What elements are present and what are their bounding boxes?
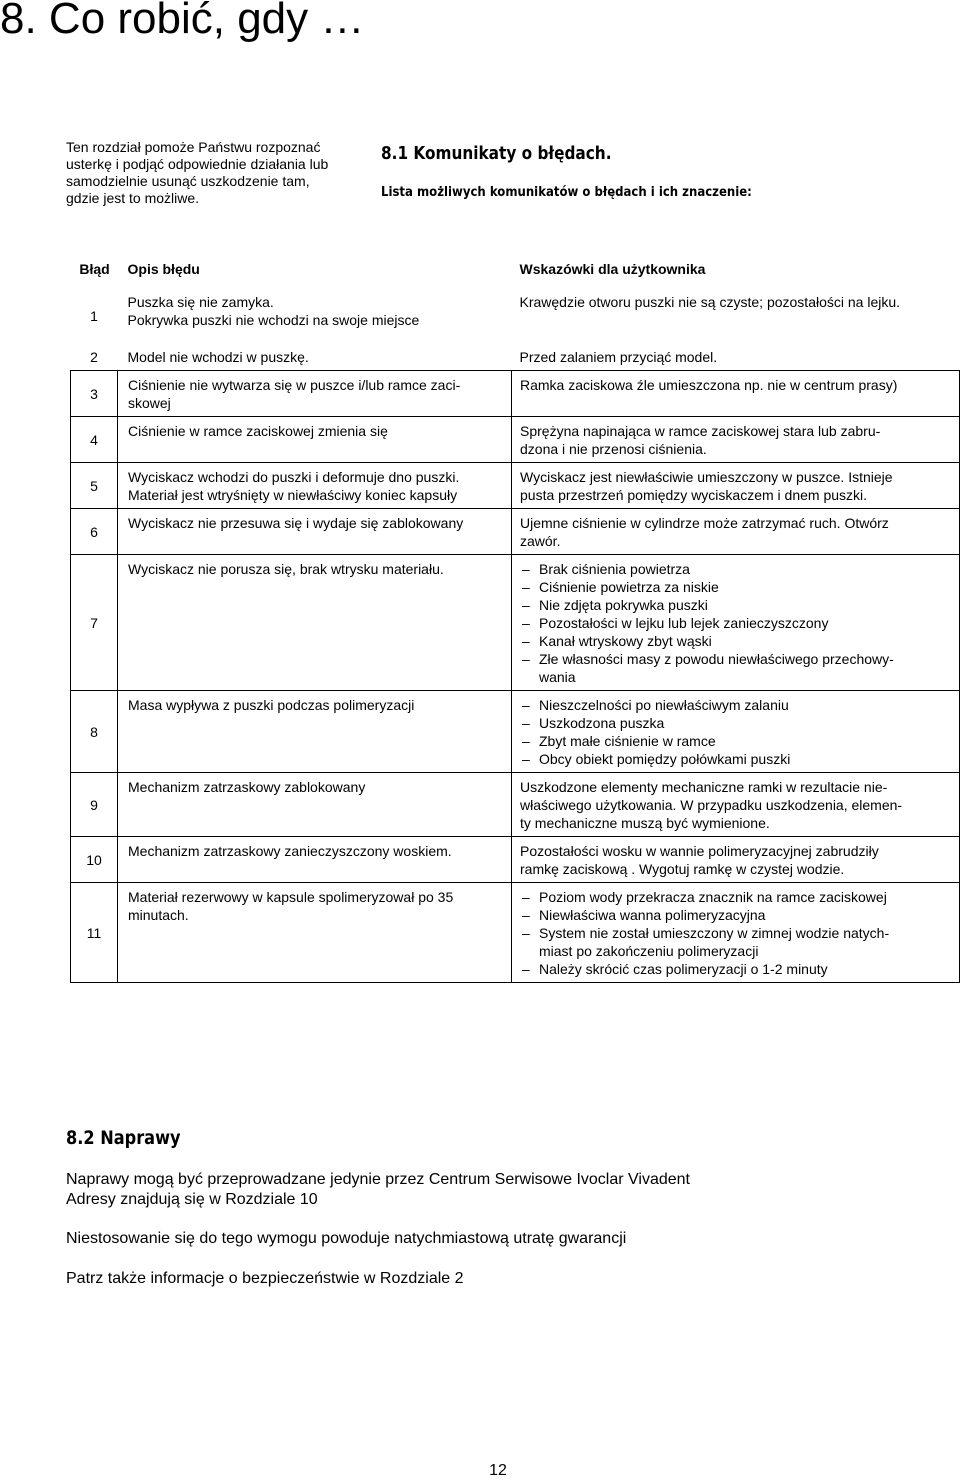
hint-line: pusta przestrzeń pomiędzy wyciskaczem i dnem puszki. — [520, 487, 868, 503]
page-number: 12 — [489, 1462, 507, 1479]
hint-line: Pozostałości wosku w wannie polimeryzacyjnej zabrudziły — [520, 843, 879, 859]
description-line: Pokrywka puszki nie wchodzi na swoje miejsce — [127, 312, 420, 328]
error-code: 8 — [71, 691, 118, 773]
error-description — [118, 883, 512, 983]
error-description — [118, 837, 512, 883]
error-code: 5 — [71, 463, 118, 509]
repairs-paragraph: Naprawy mogą być przeprowadzane jedynie przez Centrum Serwisowe Ivoclar Vivadent — [66, 1171, 690, 1188]
description-line: skowej — [128, 395, 171, 411]
table-row — [71, 509, 960, 555]
hint-list-item: – Kanał wtryskowy zbyt wąski — [520, 632, 954, 650]
hint-line: Ramka zaciskowa źle umieszczona np. nie w centrum prasy) — [520, 377, 898, 393]
header-hints: Wskazówki dla użytkownika — [519, 261, 706, 277]
error-code: 1 — [90, 308, 98, 324]
user-hint — [512, 509, 960, 555]
table-row — [71, 288, 960, 343]
intro-line: Ten rozdział pomoże Państwu rozpoznać — [66, 139, 321, 155]
hint-line: Krawędzie otworu puszki nie są czyste; pozostałości na lejku. — [519, 294, 901, 310]
error-description — [118, 371, 512, 417]
hint-line: ramkę zaciskową . Wygotuj ramkę w czystej wodzie. — [520, 861, 845, 877]
user-hint — [512, 837, 960, 883]
table-row — [71, 417, 960, 463]
user-hint — [512, 288, 960, 343]
hint-list-item: – Należy skrócić czas polimeryzacji o 1-2 minuty — [520, 960, 954, 978]
hint-list — [520, 696, 954, 768]
description-line: Ciśnienie w ramce zaciskowej zmienia się — [128, 423, 388, 439]
error-code: 7 — [71, 555, 118, 691]
hint-line: zawór. — [520, 533, 561, 549]
hint-line: Przed zalaniem przyciąć model. — [519, 349, 718, 365]
description-line: Wyciskacz wchodzi do puszki i deformuje dno puszki. — [128, 469, 460, 485]
error-description — [118, 288, 512, 343]
hint-list-item: – Nieszczelności po niewłaściwym zalaniu — [520, 696, 954, 714]
error-code: 4 — [71, 417, 118, 463]
hint-line: Ujemne ciśnienie w cylindrze może zatrzymać ruch. Otwórz — [520, 515, 889, 531]
header-error-code: Błąd — [79, 261, 110, 277]
user-hint — [512, 343, 960, 371]
hint-list-item: – Nie zdjęta pokrywka puszki — [520, 596, 954, 614]
hint-list-item: – Poziom wody przekracza znacznik na ramce zaciskowej — [520, 888, 954, 906]
description-line: Wyciskacz nie przesuwa się i wydaje się zablokowany — [128, 515, 464, 531]
description-line: Mechanizm zatrzaskowy zanieczyszczony woskiem. — [128, 843, 452, 859]
error-description — [118, 555, 512, 691]
user-hint — [512, 555, 960, 691]
hint-line: Uszkodzone elementy mechaniczne ramki w rezultacie nie- — [520, 779, 888, 795]
error-table — [70, 251, 960, 983]
user-hint — [512, 883, 960, 983]
repairs-paragraph: Adresy znajdują się w Rozdziale 10 — [66, 1191, 318, 1208]
table-row — [71, 883, 960, 983]
description-line: Puszka się nie zamyka. — [127, 294, 274, 310]
hint-list-item: – Brak ciśnienia powietrza — [520, 560, 954, 578]
table-row — [71, 773, 960, 837]
table-row — [71, 837, 960, 883]
table-row — [71, 691, 960, 773]
repairs-paragraph: Patrz także informacje o bezpieczeństwie w Rozdziale 2 — [66, 1270, 464, 1287]
error-description — [118, 343, 512, 371]
hint-list-item: – Pozostałości w lejku lub lejek zanieczyszczony — [520, 614, 954, 632]
user-hint — [512, 371, 960, 417]
error-description — [118, 691, 512, 773]
hint-list-item: – Zbyt małe ciśnienie w ramce — [520, 732, 954, 750]
intro-line: usterkę i podjąć odpowiednie działania lub — [66, 156, 329, 172]
intro-text — [66, 139, 366, 207]
hint-list-item: – Obcy obiekt pomiędzy połówkami puszki — [520, 750, 954, 768]
page-title: 8. Co robić, gdy … — [0, 0, 365, 43]
error-description — [118, 463, 512, 509]
table-header-row — [71, 251, 960, 288]
description-line: Materiał jest wtryśnięty w niewłaściwy koniec kapsuły — [128, 487, 458, 503]
error-code: 11 — [71, 883, 118, 983]
hint-line: Wyciskacz jest niewłaściwie umieszczony w puszce. Istnieje — [520, 469, 893, 485]
description-line: Ciśnienie nie wytwarza się w puszce i/lub ramce zaci- — [128, 377, 461, 393]
table-row — [71, 371, 960, 417]
user-hint — [512, 417, 960, 463]
hint-line: dzona i nie przenosi ciśnienia. — [520, 441, 707, 457]
description-line: Materiał rezerwowy w kapsule spolimeryzował po 35 — [128, 889, 454, 905]
description-line: Wyciskacz nie porusza się, brak wtrysku materiału. — [128, 561, 444, 577]
description-line: Mechanizm zatrzaskowy zablokowany — [128, 779, 366, 795]
hint-list-item: – Złe własności masy z powodu niewłaściwego przechowy- wania — [520, 650, 954, 686]
hint-list — [520, 560, 954, 686]
section-heading-error-messages: 8.1 Komunikaty o błędach. — [381, 143, 612, 164]
intro-line: samodzielnie usunąć uszkodzenie tam, — [66, 173, 310, 189]
hint-list — [520, 888, 954, 978]
hint-list-item: – Niewłaściwa wanna polimeryzacyjna — [520, 906, 954, 924]
intro-line: gdzie jest to możliwe. — [66, 190, 200, 206]
repairs-paragraph: Niestosowanie się do tego wymogu powoduje natychmiastową utratę gwarancji — [66, 1230, 627, 1247]
user-hint — [512, 463, 960, 509]
table-row — [71, 555, 960, 691]
error-description — [118, 773, 512, 837]
description-line: Masa wypływa z puszki podczas polimeryzacji — [128, 697, 415, 713]
section-subtitle: Lista możliwych komunikatów o błędach i ich znaczenie: — [381, 185, 752, 200]
description-line: minutach. — [128, 907, 189, 923]
table-body — [71, 288, 960, 983]
hint-line: właściwego użytkowania. W przypadku uszkodzenia, elemen- — [520, 797, 903, 813]
description-line: Model nie wchodzi w puszkę. — [127, 349, 309, 365]
table-row — [71, 463, 960, 509]
table-row — [71, 343, 960, 371]
error-description — [118, 417, 512, 463]
error-code: 2 — [90, 349, 98, 365]
error-code: 3 — [71, 371, 118, 417]
error-code: 9 — [71, 773, 118, 837]
user-hint — [512, 691, 960, 773]
hint-list-item: – System nie został umieszczony w zimnej wodzie natych- miast po zakończeniu polimeryzacji — [520, 924, 954, 960]
section-heading-repairs: 8.2 Naprawy — [66, 1127, 181, 1149]
hint-line: Sprężyna napinająca w ramce zaciskowej stara lub zabru- — [520, 423, 881, 439]
header-description: Opis błędu — [127, 261, 200, 277]
hint-line: ty mechaniczne muszą być wymienione. — [520, 815, 770, 831]
hint-list-item: – Ciśnienie powietrza za niskie — [520, 578, 954, 596]
hint-list-item: – Uszkodzona puszka — [520, 714, 954, 732]
error-code: 6 — [71, 509, 118, 555]
error-code: 10 — [71, 837, 118, 883]
error-description — [118, 509, 512, 555]
user-hint — [512, 773, 960, 837]
